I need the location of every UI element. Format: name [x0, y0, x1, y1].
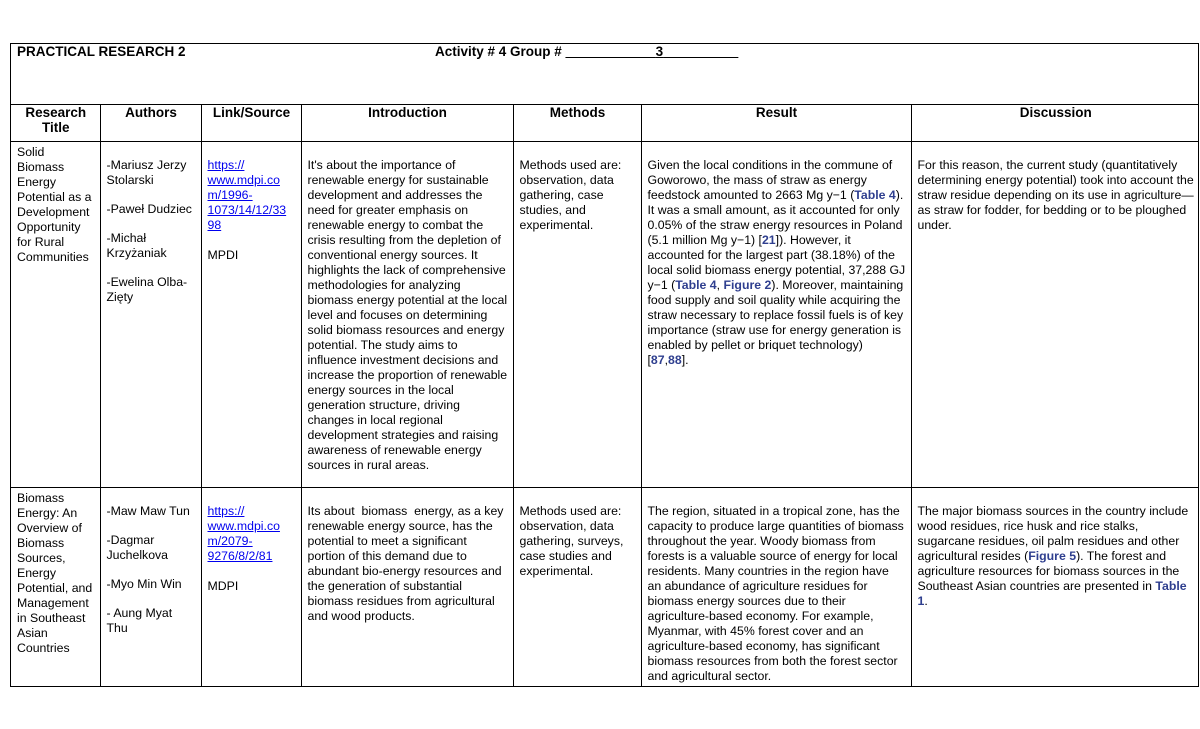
discussion-cell: [911, 488, 1199, 687]
source-publisher: MPDI: [207, 248, 239, 262]
column-header-authors: Authors: [100, 105, 201, 142]
authors-cell: [100, 142, 201, 488]
activity-group-label: [435, 44, 738, 59]
research-title-cell: [11, 142, 100, 488]
citation-reference[interactable]: 88: [668, 353, 682, 367]
column-header-introduction: Introduction: [301, 105, 513, 142]
methods-text: Methods used are: observation, data gathering, case studies, and experimental.: [519, 158, 622, 232]
authors-cell: [100, 488, 201, 687]
document-frame: [10, 43, 1199, 687]
introduction-text: Its about biomass energy, as a key renewable energy source, has the potential to meet a significant portion of this demand due to abundant bio-energy resources and the generation of substantial biomass residues from agricultural and wood products.: [307, 504, 507, 623]
research-table: [11, 105, 1199, 686]
source-publisher: MDPI: [207, 579, 239, 593]
research-title: Biomass Energy: An Overview of Biomass Sources, Energy Potential, and Management in Southeast Asian Countries: [17, 491, 93, 655]
author: -Ewelina Olba-Zięty: [106, 275, 188, 304]
table-reference[interactable]: Table 4: [675, 278, 717, 292]
introduction-cell: [301, 142, 513, 488]
header-row: [11, 44, 1198, 105]
course-title: PRACTICAL RESEARCH 2: [17, 44, 186, 59]
column-header-methods: Methods: [513, 105, 641, 142]
link-source-cell: [201, 488, 301, 687]
author: - Aung Myat Thu: [106, 606, 173, 635]
methods-cell: [513, 488, 641, 687]
table-header-row: [11, 105, 1199, 142]
figure-reference[interactable]: Figure 5: [1028, 549, 1077, 563]
discussion-text: For this reason, the current study (quantitatively determining energy potential) took into account the straw residue depending on its use in agriculture—as straw for fodder, for bedding or to be ploughed under.: [917, 158, 1194, 232]
column-header-research-title: Research Title: [11, 105, 100, 142]
author: -Mariusz Jerzy Stolarski: [106, 158, 187, 187]
discussion-text: The major biomass sources in the country include wood residues, rice husk and rice stalks, sugarcane residues, oil palm residues and other agricultural resides (Figure 5). The forest and agriculture resources for biomass sources in the Southeast Asian countries are presented in Table 1.: [917, 504, 1189, 608]
group-underline-left: ____________: [565, 44, 656, 59]
author: -Dagmar Juchelkova: [106, 533, 169, 562]
link-source-cell: [201, 142, 301, 488]
column-header-result: Result: [641, 105, 911, 142]
introduction-text: It's about the importance of renewable energy for sustainable development and addresses the need for greater emphasis on renewable energy to combat the crisis resulting from the depletion of conventional energy sources. It highlights the lack of comprehensive methodologies for analyzing biomass energy potential at the local level and focuses on determining solid biomass resources and energy potential. The study aims to influence investment decisions and increase the proportion of renewable energy sources in the local generation structure, driving changes in local regional development strategies and raising awareness of renewable energy sources in rural areas.: [307, 158, 508, 472]
table-row: [11, 488, 1199, 687]
introduction-cell: [301, 488, 513, 687]
source-link[interactable]: https:// www.mdpi.co m/2079-9276/8/2/81: [207, 504, 280, 563]
activity-prefix: Activity # 4 Group #: [435, 44, 566, 59]
result-text: The region, situated in a tropical zone, has the capacity to produce large quantities of biomass throughout the year. Woody biomass from forests is a valuable source of energy for local residents. Many countries in the region have an abundance of agriculture residues for biomass energy sources due to their agriculture-based economy. For example, Myanmar, with 45% forest cover and an agriculture-based economy, has significant biomass resources from both the forest sector and agricultural sector.: [647, 504, 904, 683]
methods-text: Methods used are: observation, data gathering, surveys, case studies and experimental.: [519, 504, 624, 578]
research-title-cell: [11, 488, 100, 687]
result-cell: [641, 142, 911, 488]
figure-reference[interactable]: Figure 2: [723, 278, 772, 292]
citation-reference[interactable]: 87: [650, 353, 665, 367]
group-number: 3: [655, 44, 664, 59]
column-header-link-source: Link/Source: [201, 105, 301, 142]
research-title: Solid Biomass Energy Potential as a Development Opportunity for Rural Communities: [17, 145, 92, 264]
author: -Paweł Dudziec: [106, 202, 192, 216]
column-header-discussion: Discussion: [911, 105, 1199, 142]
table-row: [11, 142, 1199, 488]
group-underline-right: __________: [663, 44, 739, 59]
methods-cell: [513, 142, 641, 488]
source-link[interactable]: https:// www.mdpi.co m/1996-1073/14/12/33 98: [207, 158, 287, 232]
table-reference[interactable]: Table 1: [917, 579, 1187, 608]
table-reference[interactable]: Table 4: [854, 188, 896, 202]
result-cell: [641, 488, 911, 687]
author: -Maw Maw Tun: [106, 504, 190, 518]
discussion-cell: [911, 142, 1199, 488]
citation-reference[interactable]: 21: [761, 233, 776, 247]
author: -Michał Krzyżaniak: [106, 231, 167, 260]
result-text: Given the local conditions in the commune of Goworowo, the mass of straw as energy feedstock amounted to 2663 Mg y−1 (Table 4). It was a small amount, as it accounted for only 0.05% of the straw energy resources in Poland (5.1 million Mg y−1) [21]). However, it accounted for the largest part (38.18%) of the local solid biomass energy potential, 37,288 GJ y−1 (Table 4, Figure 2). Moreover, maintaining food supply and soil quality while acquiring the straw necessary to replace fossil fuels is of key importance (straw use for energy generation is enabled by pellet or briquet technology) [87,88].: [647, 158, 906, 367]
author: -Myo Min Win: [106, 577, 182, 591]
